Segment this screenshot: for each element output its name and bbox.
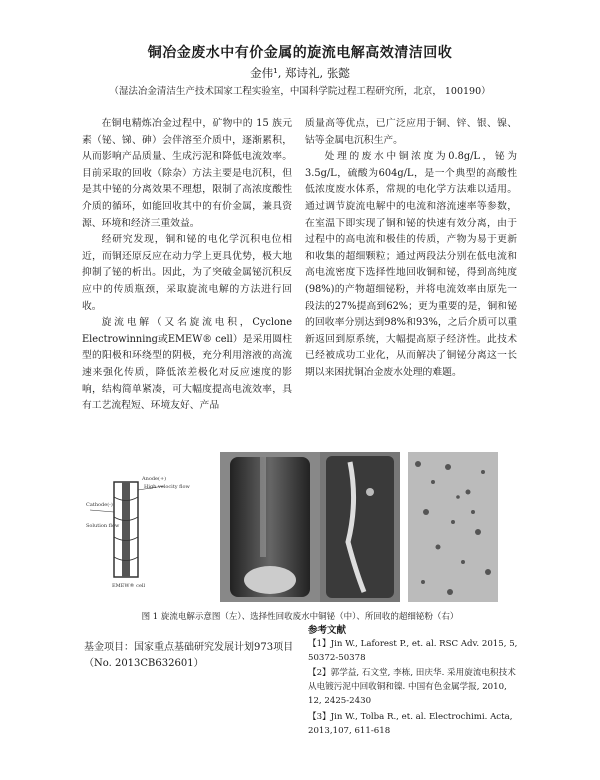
reference-item: 【2】郭学益, 石文堂, 李栋, 田庆华. 采用旋流电积技术从电镀污泥中回收铜和镍. 中国有色金属学报, 2010, 12, 2425-2430 [308, 668, 516, 706]
figure-caption: 图 1 旋流电解示意图（左）、选择性回收废水中铜铋（中）、所回收的超细铋粉（右） [141, 612, 459, 622]
reference-item: 【1】Jin W., Laforest P., et. al. RSC Adv. 2015, 5, 50372-50378 [308, 638, 518, 663]
funding-note: 基金项目：国家重点基础研究发展计划973项目（No. 2013CB632601） [84, 642, 294, 669]
figure-1 [84, 452, 514, 602]
paragraph: 经研究发现，铜和铋的电化学沉积电位相近，而铜还原反应在动力学上更具优势，极大地抑制了铋的析出。因此，为了突破金属铋沉积反应中的传质瓶颈，采取旋流电解的方法进行回收。 [82, 234, 292, 312]
copper-cathode-photo [220, 452, 320, 602]
paragraph: 质量高等优点，已广泛应用于铜、锌、银、镍、钴等金属电沉积生产。 [305, 118, 517, 146]
label-flow: High velocity flow [144, 484, 190, 490]
paper-title: 铜冶金废水中有价金属的旋流电解高效清洁回收 [147, 45, 453, 61]
label-cell: EMEW® cell [112, 583, 146, 589]
author-list: 金伟¹, 郑诗礼, 张懿 [250, 66, 350, 80]
paragraph: 在铜电精炼冶金过程中，矿物中的 15 族元素（铋、锑、砷）会伴溶至介质中，逐渐累积，从而影响产品质量、生成污泥和降低电流效率。目前采取的回收（除杂）方法主要是电沉积，但是其中铋的分离效果不理想，限制了高浓度酸性介质的循环，如能回收其中的有价金属，兼具资源、环境和经济三重效益。 [82, 118, 292, 229]
paragraph: 处理的废水中铜浓度为0.8g/L，铋为3.5g/L，硫酸为604g/L，是一个典型的高酸性低浓度废水体系，常规的电化学方法难以适用。通过调节旋流电解中的电流和溶流速率等参数，在室温下即实现了铜和铋的快速有效分离，由于过程中的高电流和极佳的传质，产物为易于更新和收集的超细颗粒；通过两段法分别在低电流和高电流密度下选择性地回收铜和铋，得到高纯度(98%)的产物超细铋粉，并将电流效率由原先一段法的27%提高到62%；更为重要的是，铜和铋的回收率分别达到98%和93%，之后介质可以重新返回到原系统，大幅提高原子经济性。此技术已经被成功工业化，从而解决了铜铋分离这一长期以来困扰铜冶金废水处理的难题。 [305, 151, 517, 378]
references [308, 624, 518, 740]
paragraph: 旋流电解（又名旋流电积，Cyclone Electrowinning或EMEW® cell）是采用圆柱型的阳极和环绕型的阴极，充分利用溶液的高流速来强化传质，降低浓差极化对反应速度的影响，结构简单紧凑，可大幅度提高电流效率，具有工艺流程短、环境友好、产品 [82, 317, 292, 412]
bismuth-cathode-photo [320, 452, 400, 602]
body-column-right [305, 116, 517, 382]
label-solution: Solution flow [86, 523, 120, 529]
references-heading: 参考文献 [308, 625, 347, 636]
affiliation: （湿法冶金清洁生产技术国家工程实验室，中国科学院过程工程研究所，北京， 100190） [109, 86, 491, 97]
bismuth-powder-micrograph [408, 452, 498, 602]
cyclone-cell-schematic [84, 472, 204, 592]
body-column-left [82, 116, 292, 415]
label-cathode: Cathode(-) [86, 502, 113, 508]
reference-item: 【3】Jin W., Tolba R., et. al. Electrochimi. Acta, 2013,107, 611-618 [308, 711, 513, 736]
label-anode: Anode(+) [142, 476, 167, 482]
